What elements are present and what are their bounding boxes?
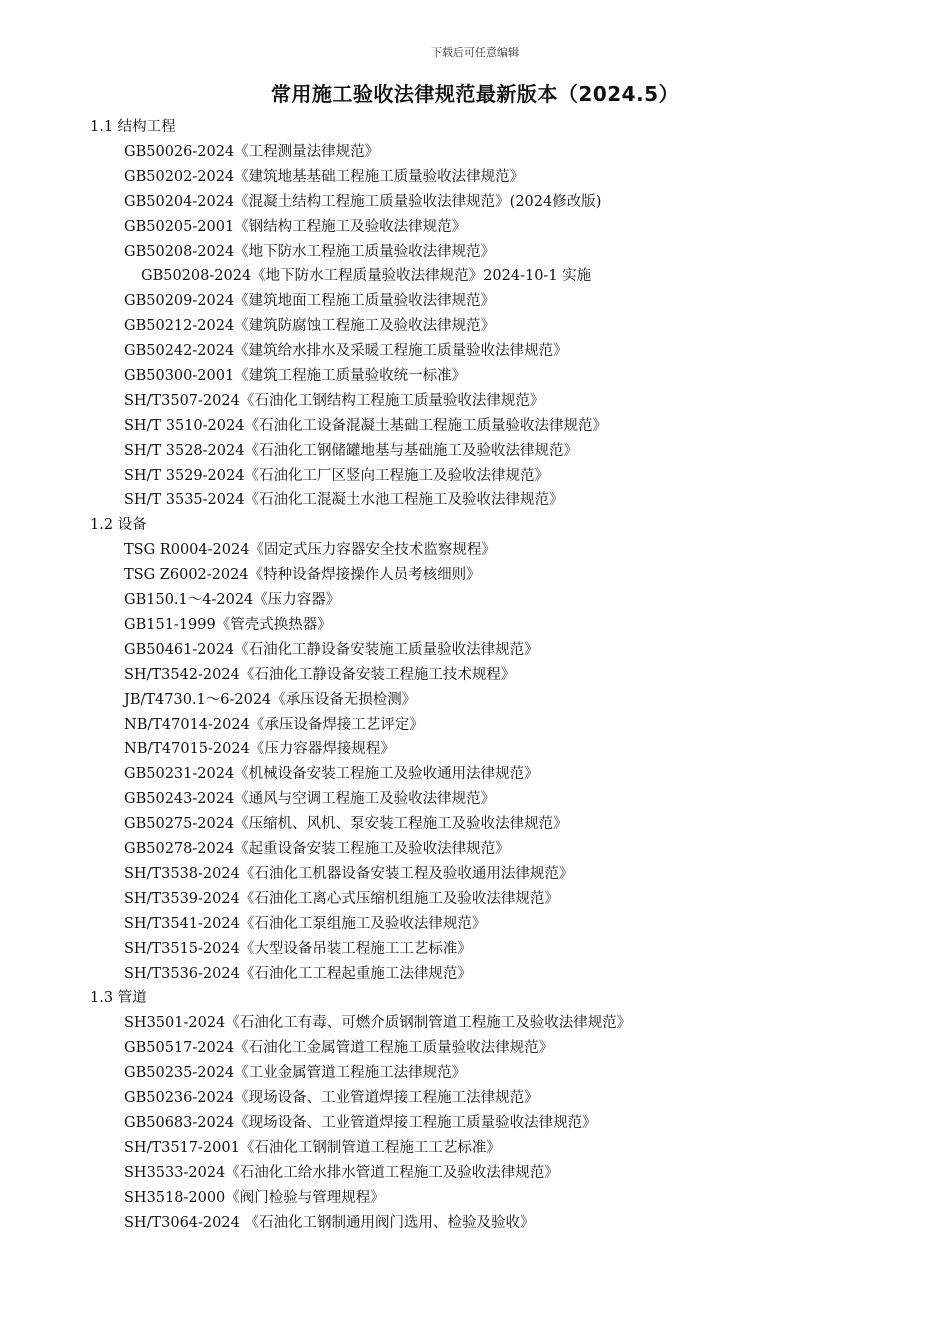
standard-item: SH/T3536-2024《石油化工工程起重施工法律规范》 [124,965,472,982]
standard-item: SH/T 3510-2024《石油化工设备混凝土基础工程施工质量验收法律规范》 [124,417,607,434]
section-heading-equipment: 1.2 设备 [90,517,147,534]
standard-item: GB50300-2001《建筑工程施工质量验收统一标准》 [124,368,467,385]
standard-item: GB50461-2024《石油化工静设备安装施工质量验收法律规范》 [124,641,539,658]
standard-item: GB150.1～4-2024《压力容器》 [124,592,341,609]
standard-item: SH3533-2024《石油化工给水排水管道工程施工及验收法律规范》 [124,1164,559,1181]
standard-item: NB/T47015-2024《压力容器焊接规程》 [124,741,395,758]
standard-item: SH/T3541-2024《石油化工泵组施工及验收法律规范》 [124,915,487,932]
standard-item: SH/T3539-2024《石油化工离心式压缩机组施工及验收法律规范》 [124,890,559,907]
standard-item: GB50204-2024《混凝土结构工程施工质量验收法律规范》(2024修改版) [124,193,602,210]
standard-item: GB50242-2024《建筑给水排水及采暖工程施工质量验收法律规范》 [124,343,568,360]
standard-item: GB50275-2024《压缩机、风机、泵安装工程施工及验收法律规范》 [124,816,568,833]
standard-item-note: GB50208-2024《地下防水工程质量验收法律规范》2024-10-1 实施 [141,268,592,285]
standard-item: GB50205-2001《钢结构工程施工及验收法律规范》 [124,218,467,235]
standard-item: GB50208-2024《地下防水工程施工质量验收法律规范》 [124,243,496,260]
standard-item: SH/T 3535-2024《石油化工混凝土水池工程施工及验收法律规范》 [124,492,564,509]
standard-item: GB50212-2024《建筑防腐蚀工程施工及验收法律规范》 [124,318,496,335]
standard-item: GB50517-2024《石油化工金属管道工程施工质量验收法律规范》 [124,1040,554,1057]
standard-item: SH/T3507-2024《石油化工钢结构工程施工质量验收法律规范》 [124,392,545,409]
standard-item: SH/T3064-2024 《石油化工钢制通用阀门选用、检验及验收》 [124,1214,535,1231]
standard-item: GB50202-2024《建筑地基基础工程施工质量验收法律规范》 [124,168,525,185]
section-heading-structure: 1.1 结构工程 [90,119,176,135]
standard-item: SH/T 3528-2024《石油化工钢储罐地基与基础施工及验收法律规范》 [124,442,578,459]
standard-item: SH/T3542-2024《石油化工静设备安装工程施工技术规程》 [124,666,516,683]
standard-item: GB50209-2024《建筑地面工程施工质量验收法律规范》 [124,293,496,310]
section-heading-piping: 1.3 管道 [90,990,147,1007]
standard-item: GB50243-2024《通风与空调工程施工及验收法律规范》 [124,791,496,808]
standard-item: SH/T3515-2024《大型设备吊装工程施工工艺标准》 [124,940,472,957]
standard-item: GB50236-2024《现场设备、工业管道焊接工程施工法律规范》 [124,1090,539,1107]
standard-item: SH/T3538-2024《石油化工机器设备安装工程及验收通用法律规范》 [124,865,574,882]
standard-item: GB50235-2024《工业金属管道工程施工法律规范》 [124,1065,467,1082]
document-title: 常用施工验收法律规范最新版本（2024.5） [270,82,680,106]
standard-item: TSG R0004-2024《固定式压力容器安全技术监察规程》 [124,542,496,559]
standard-item: NB/T47014-2024《承压设备焊接工艺评定》 [124,716,424,733]
standard-item: GB151-1999《管壳式换热器》 [124,617,332,634]
standard-item: SH3518-2000《阀门检验与管理规程》 [124,1189,385,1206]
standard-item: SH3501-2024《石油化工有毒、可燃介质钢制管道工程施工及验收法律规范》 [124,1015,632,1032]
standard-item: GB50231-2024《机械设备安装工程施工及验收通用法律规范》 [124,766,539,783]
standard-item: GB50026-2024《工程测量法律规范》 [124,144,380,160]
header-note: 下载后可任意编辑 [431,46,519,59]
standard-item: SH/T 3529-2024《石油化工厂区竖向工程施工及验收法律规范》 [124,467,549,484]
document-content [90,115,910,1235]
standard-item: TSG Z6002-2024《特种设备焊接操作人员考核细则》 [124,567,481,584]
standard-item: GB50278-2024《起重设备安装工程施工及验收法律规范》 [124,841,510,858]
standard-item: GB50683-2024《现场设备、工业管道焊接工程施工质量验收法律规范》 [124,1114,597,1131]
standard-item: SH/T3517-2001《石油化工钢制管道工程施工工艺标准》 [124,1139,501,1156]
standard-item: JB/T4730.1～6-2024《承压设备无损检测》 [124,691,417,708]
